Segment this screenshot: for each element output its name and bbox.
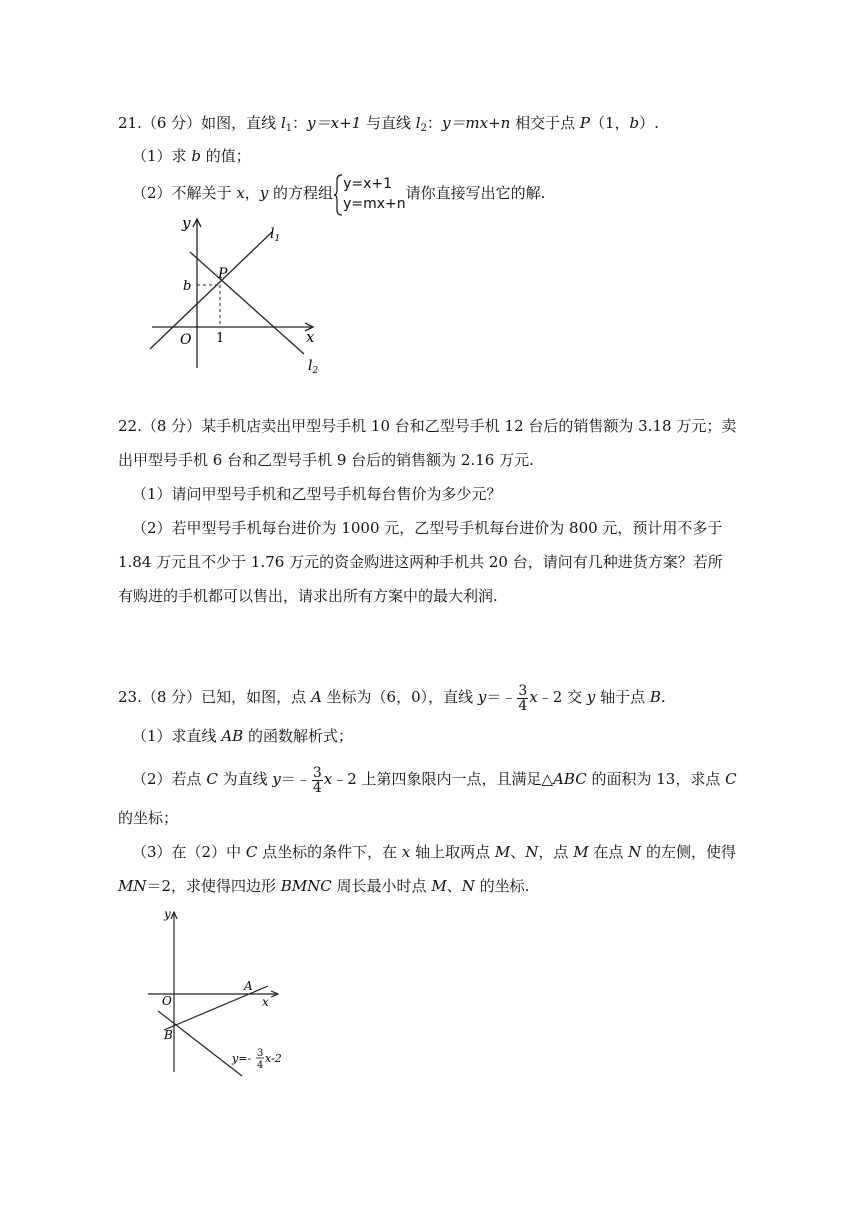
q21-figure: [140, 208, 330, 380]
q21-stem: 21.（6 分）如图，直线 $l_1$：y＝x+1 与直线 $l_2$：y＝mx+n 相交于点 P（1，b）.: [118, 114, 659, 134]
label-x: x: [306, 328, 315, 346]
q23-figure: [140, 904, 300, 1084]
q23-part3: （3）在（2）中 C 点坐标的条件下，在 x 轴上取两点 M、N，点 M 在点 N 的左侧，使得: [132, 843, 736, 861]
label-1: 1: [216, 331, 225, 346]
q23-stem: 23.（8 分）已知，如图，点 A 坐标为（6，0），直线 y＝﹣ $\frac{3}{4}$ x﹣2 交 y 轴于点 B.: [118, 682, 666, 714]
label-O: O: [162, 994, 172, 1008]
q22-line2: 出甲型号手机 6 台和乙型号手机 9 台后的销售额为 2.16 万元.: [118, 451, 534, 469]
label-B: B: [164, 1028, 173, 1042]
label-b: b: [183, 279, 192, 294]
label-y: y: [164, 907, 171, 921]
label-y: y: [182, 214, 191, 232]
q22-line1: 22.（8 分）某手机店卖出甲型号手机 10 台和乙型号手机 12 台后的销售额为 3.18 万元；卖: [118, 417, 737, 435]
q21-part1: （1）求 b 的值；: [132, 147, 251, 165]
line-given: [158, 1011, 242, 1076]
system-eq-1: y=x+1: [343, 176, 393, 192]
label-A: A: [244, 979, 253, 993]
q22-line5: 1.84 万元且不少于 1.76 万元的资金购进这两种手机共 20 台，请问有几种进货方案？若所: [118, 553, 723, 571]
system-eq-2: y=mx+n: [343, 196, 406, 212]
q23-part1: （1）求直线 AB 的函数解析式；: [132, 727, 353, 745]
label-l1: $l_1$: [270, 226, 281, 244]
label-x: x: [262, 995, 269, 1009]
label-line-num: 3: [257, 1048, 264, 1059]
q22-line4: （2）若甲型号手机每台进价为 1000 元，乙型号手机每台进价为 800 元，预计用不多于: [132, 519, 723, 537]
q23-part2: （2）若点 C 为直线 y＝﹣ $\frac{3}{4}$ x﹣2 上第四象限内一点，且满足△ABC 的面积为 13，求点 C: [132, 764, 737, 796]
equation-system: [333, 174, 406, 214]
label-l2: $l_2$: [308, 358, 319, 376]
line-l1: [150, 232, 272, 349]
q22-line6: 有购进的手机都可以售出，请求出所有方案中的最大利润.: [118, 587, 498, 605]
line-l2: [190, 252, 304, 354]
label-line-tail: x-2: [265, 1052, 282, 1065]
q22-line3: （1）请问甲型号手机和乙型号手机每台售价为多少元？: [132, 485, 502, 503]
left-brace-icon: [333, 174, 343, 216]
q23-part3-cont: MN＝2，求使得四边形 BMNC 周长最小时点 M、N 的坐标.: [118, 877, 530, 895]
label-line: y=-: [232, 1052, 252, 1065]
label-P: P: [218, 266, 228, 282]
fraction-3-4: $\frac{3}{4}$: [518, 682, 528, 714]
label-O: O: [180, 332, 192, 348]
q23-part2-cont: 的坐标；: [118, 809, 179, 827]
fraction-3-4: $\frac{3}{4}$: [312, 764, 322, 796]
label-line-den: 4: [257, 1060, 264, 1071]
q21-part2: （2）不解关于 x，y 的方程组 y=x+1 y=mx+n 请你直接写出它的解.: [132, 172, 545, 214]
